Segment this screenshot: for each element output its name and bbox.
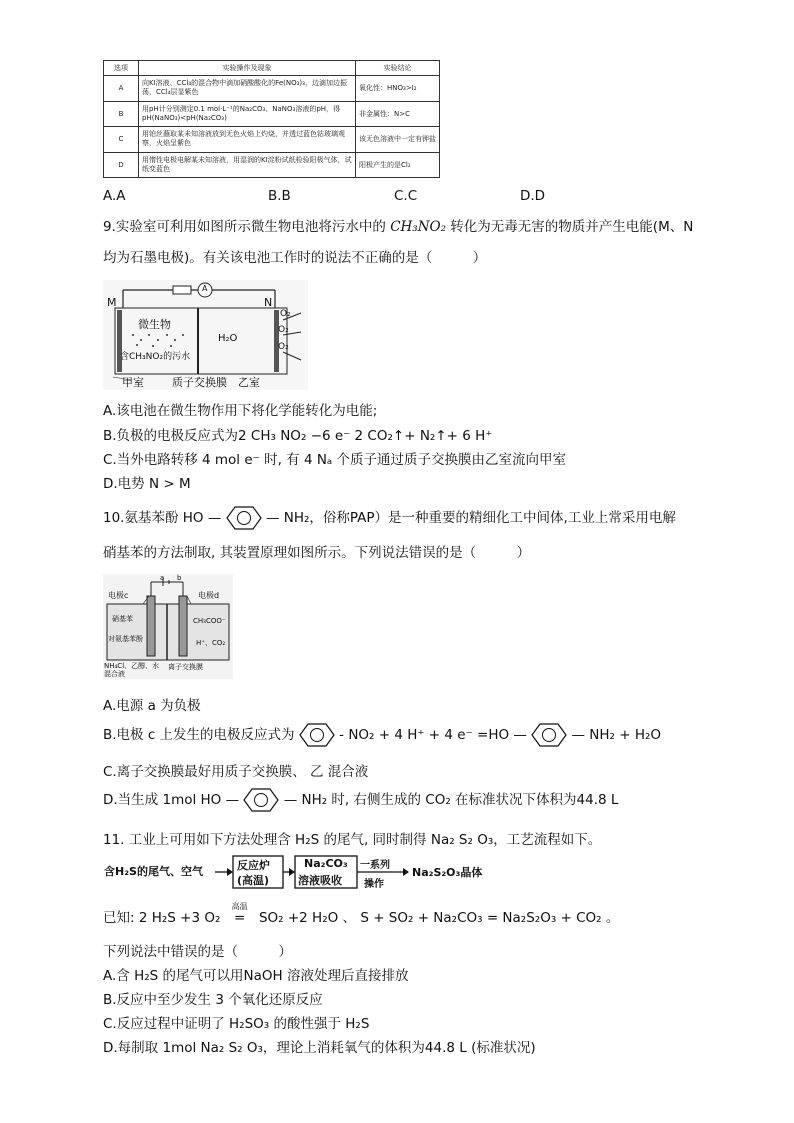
q10-option-b-equation: - NO₂ + 4 H⁺ + 4 e⁻ =HO — [339,727,527,743]
q10-stem-line1 [103,505,676,531]
q11-flow-output: Na₂S₂O₃晶体 [412,866,483,879]
q10-option-d [103,787,618,813]
q10-stem-text-b: — NH₂，俗称PAP）是一种重要的精细化工中间体,工业上常采用电解 [265,510,676,526]
q9-label-o2-2: O₂ [278,325,289,335]
table-cell-option: A [104,76,139,102]
q10-option-d-text: D.当生成 1mol HO — [103,792,240,808]
q11-question: 下列说法中错误的是（ ） [103,944,292,960]
table-cell-option: D [104,152,139,178]
table-cell-operation: 用pH计分别测定0.1 mol·L⁻¹的Na₂CO₃、NaNO₃溶液的pH，得pH(NaNO₃)<pH(Na₂CO₃) [139,101,356,127]
table-cell-operation: 向KI溶液、CCl₄的混合物中滴加硝酸酸化的Fe(NO₃)₃，边滴加边振荡，CCl₄层显紫色 [139,76,356,102]
q11-known-condition-text: 高温 [231,902,248,911]
q9-option-a: A.该电池在微生物作用下将化学能转化为电能; [103,403,378,419]
q10-label-right-1: CH₃COO⁻ [193,617,226,625]
q9-label-n: N [264,296,273,309]
q10-label-electrode-d: 电极d [198,591,220,600]
table-header-operation: 实验操作及现象 [139,61,356,76]
q10-label-pap: 对氨基苯酚 [108,635,143,643]
table-cell-operation: 用惰性电极电解某未知溶液，用湿润的KI淀粉试纸检验阳极气体，试纸变蓝色 [139,152,356,178]
table-cell-conclusion: 阳极产生的是Cl₂ [356,152,440,178]
q9-stem-line2: 均为石墨电极)。有关该电池工作时的说法不正确的是（ ） [103,250,487,266]
table-header-conclusion: 实验结论 [356,61,440,76]
q9-label-sewage: 含CH₃NO₂的污水 [120,352,191,362]
experiment-table [103,60,440,178]
table-row [104,152,440,178]
q10-label-mix: NH₄Cl、乙醇、水混合液 [104,662,160,678]
q9-label-microbe: 微生物 [138,318,171,331]
q11-flow-box1-line2: (高温) [237,874,270,887]
benzene-ring-icon [299,722,335,748]
q8-option-d: D.D [520,188,546,204]
q8-option-b: B.B [268,188,291,204]
q10-label-membrane: 离子交换膜 [168,663,203,671]
q9-option-c: C.当外电路转移 4 mol e⁻ 时, 有 4 Nₐ 个质子通过质子交换膜由乙室流向甲室 [103,452,566,468]
table-cell-conclusion: 非金属性：N>C [356,101,440,127]
table-cell-conclusion: 该无色溶液中一定有钾盐 [356,127,440,153]
q9-label-o2-3: O₂ [278,342,289,352]
table-header-option: 选项 [104,61,139,76]
q8-option-c: C.C [394,188,418,204]
q10-option-a: A.电源 a 为负极 [103,698,201,714]
q9-label-m: M [107,296,117,309]
q10-label-nitrobenzene: 硝基苯 [112,615,133,623]
q10-label-right-2: H⁺、CO₂ [196,639,226,647]
q10-option-c: C.离子交换膜最好用质子交换膜、 乙 混合液 [103,764,369,780]
q11-known [103,902,620,926]
q10-option-b-product: — NH₂ + H₂O [571,727,662,743]
q10-stem-text: 10.氨基苯酚 HO — [103,510,222,526]
benzene-ring-icon [226,505,262,531]
table-row [104,127,440,153]
benzene-ring-icon [243,787,279,813]
q9-label-water: H₂O [218,333,238,344]
table-cell-option: B [104,101,139,127]
table-cell-conclusion: 氧化性：HNO₃>I₂ [356,76,440,102]
q10-label-b: b [177,574,182,582]
q11-known-text: 已知: 2 H₂S +3 O₂ [103,910,221,926]
q9-label-chamber-b: 乙室 [238,376,260,389]
q9-stem-line1 [103,215,693,235]
table-row [104,101,440,127]
q9-label-membrane: 质子交换膜 [172,376,227,389]
q11-flow-arrow-bottom: 操作 [364,879,384,890]
q10-label-a: a [160,574,165,582]
q11-flow-arrow-top: 一系列 [360,860,390,871]
q8-option-a: A.A [103,188,126,204]
q10-option-d-text-b: — NH₂ 时, 右侧生成的 CO₂ 在标准状况下体积为44.8 L [283,792,619,808]
q9-stem-text: 9.实验室可利用如图所示微生物电池将污水中的 [103,219,386,235]
q11-flow-box2-line1: Na₂CO₃ [304,857,348,870]
q10-option-b-text: B.电极 c 上发生的电极反应式为 [103,727,295,743]
q9-label-o2-1: O₂ [280,309,291,319]
q11-stem: 11. 工业上可用如下方法处理含 H₂S 的尾气, 同时制得 Na₂ S₂ O₃，工艺流程如下。 [103,832,602,848]
q11-option-b: B.反应中至少发生 3 个氧化还原反应 [103,992,323,1008]
q11-option-c: C.反应过程中证明了 H₂SO₃ 的酸性强于 H₂S [103,1016,370,1032]
table-cell-operation: 用铂丝蘸取某未知溶液放到无色火焰上灼烧，并透过蓝色钴玻璃观察，火焰呈紫色 [139,127,356,153]
q11-flow-box1-line1: 反应炉 [237,859,270,872]
q11-flow-input: 含H₂S的尾气、空气 [104,865,203,878]
table-cell-option: C [104,127,139,153]
q11-known-text-b: SO₂ +2 H₂O 、 S + SO₂ + Na₂CO₃ = Na₂S₂O₃ + CO₂ 。 [258,910,620,926]
benzene-ring-icon [531,722,567,748]
q11-option-d: D.每制取 1mol Na₂ S₂ O₃，理论上消耗氧气的体积为44.8 L (标准状况) [103,1040,536,1056]
q9-option-b: B.负极的电极反应式为2 CH₃ NO₂ −6 e⁻ 2 CO₂↑+ N₂↑+ 6 H⁺ [103,428,493,444]
q10-option-b [103,722,661,748]
table-header-row [104,61,440,76]
q11-known-condition: 高温 = [225,910,255,926]
q10-label-electrode-c: 电极c [108,591,129,600]
q9-label-chamber-a: 甲室 [122,376,144,389]
q9-ammeter-label: A [202,284,208,293]
q10-stem-line2: 硝基苯的方法制取, 其装置原理如图所示。下列说法错误的是（ ） [103,545,531,561]
q9-option-d: D.电势 N > M [103,476,191,492]
q11-option-a: A.含 H₂S 的尾气可以用NaOH 溶液处理后直接排放 [103,968,409,984]
q9-stem-text-b: 转化为无毒无害的物质并产生电能(M、N [450,219,694,235]
table-row [104,76,440,102]
q11-flow-box2-line2: 溶液吸收 [298,874,342,887]
q9-stem-formula: CH₃NO₂ [390,219,446,235]
